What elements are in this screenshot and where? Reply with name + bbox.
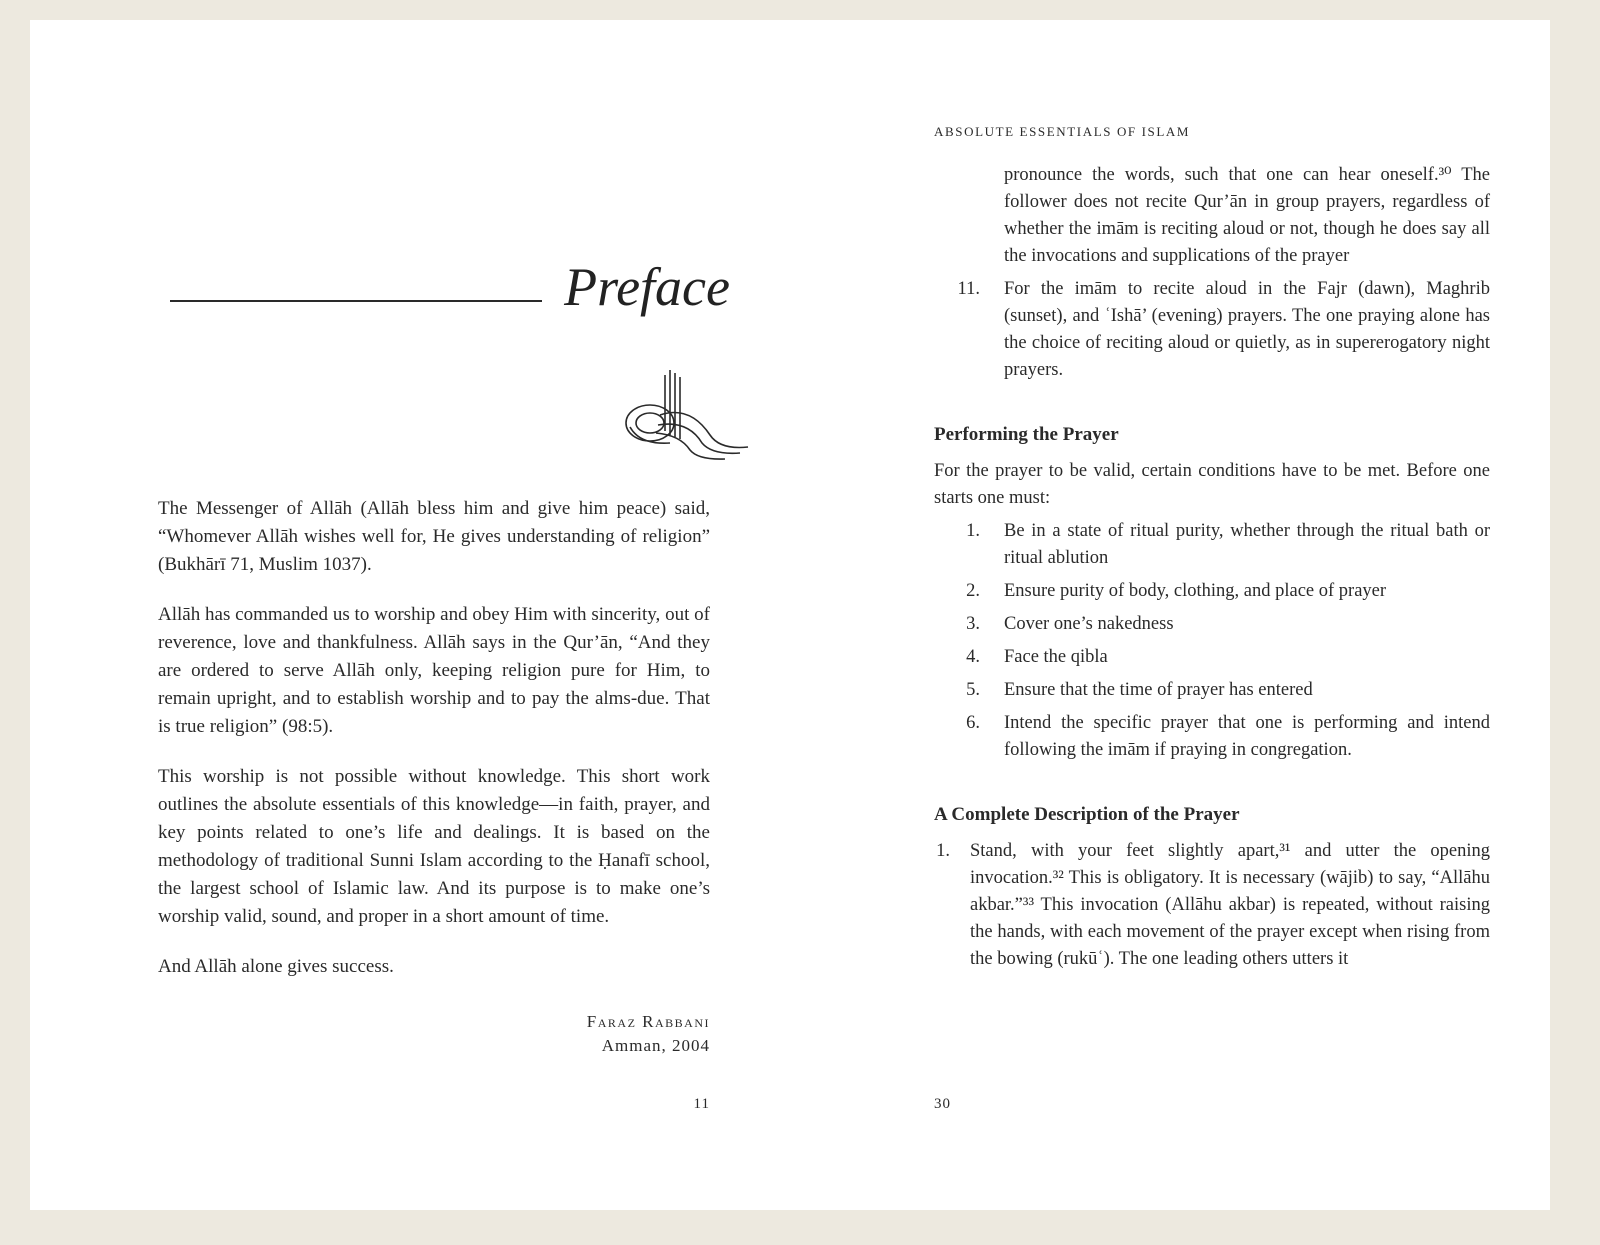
- author-name: Faraz Rabbani: [586, 1012, 710, 1031]
- item-number: 6.: [966, 713, 980, 733]
- item-number: 4.: [966, 647, 980, 667]
- page-number: 30: [934, 1096, 951, 1112]
- tughra-calligraphy-icon: [620, 365, 750, 475]
- signature-block: [587, 1010, 710, 1058]
- item-number: 3.: [966, 614, 980, 634]
- paragraph: This worship is not possible without knowledge. This short work outlines the absolute essentials of this knowledge—in faith, prayer, and key points related to one’s life and dealings. It is based on the methodology of traditional Sunni Islam according to the Ḥanafī school, the largest school of Islamic law. And its purpose is to make one’s worship valid, sound, and proper in a short amount of time.: [158, 766, 710, 927]
- item-text: Face the qibla: [1004, 647, 1108, 667]
- list-item: [934, 644, 1490, 671]
- item-text: Ensure purity of body, clothing, and place of prayer: [1004, 581, 1387, 601]
- item-text: Intend the specific prayer that one is performing and intend following the imām if praying in congregation.: [1004, 713, 1490, 760]
- section-heading: A Complete Description of the Prayer: [934, 804, 1240, 825]
- item-text: Be in a state of ritual purity, whether through the ritual bath or ritual ablution: [1004, 521, 1490, 568]
- page-number: 11: [693, 1096, 710, 1112]
- item-text: Cover one’s nakedness: [1004, 614, 1174, 634]
- item-text: Stand, with your feet slightly apart,³¹ and utter the opening invocation.³² This is obligatory. It is necessary (wājib) to say, “Allāhu akbar.”³³ This invocation (Allāhu akbar) is repeated, without raising the hands, with each movement of the prayer except when rising from the bowing (rukūʿ). The one leading others utters it: [970, 841, 1490, 969]
- paragraph: And Allāh alone gives success.: [158, 956, 394, 977]
- paragraph: The Messenger of Allāh (Allāh bless him and give him peace) said, “Whomever Allāh wishes well for, He gives understanding of religion” (Bukhārī 71, Muslim 1037).: [158, 498, 710, 575]
- continued-text: pronounce the words, such that one can hear oneself.³⁰ The follower does not recite Qur’ān in group prayers, regardless of whether the imām is reciting aloud or not, though he does say all the invocations and supplications of the prayer: [1004, 165, 1490, 266]
- list-item: [934, 710, 1490, 764]
- item-number: 1.: [966, 521, 980, 541]
- conditions-list: [934, 518, 1490, 764]
- item-number: 5.: [966, 680, 980, 700]
- signature-place: Amman, 2004: [601, 1036, 710, 1055]
- item-text: For the imām to recite aloud in the Fajr (dawn), Maghrib (sunset), and ʿIshā’ (evening) prayers. The one praying alone has the choice of reciting aloud or quietly, as in supererogatory night prayers.: [1004, 279, 1490, 380]
- list-item: [934, 838, 1490, 973]
- item-number: 2.: [966, 581, 980, 601]
- running-head: ABSOLUTE ESSENTIALS OF ISLAM: [934, 124, 1191, 139]
- page-title: Preface: [564, 257, 730, 317]
- right-page-body: [934, 162, 1490, 973]
- title-row: [170, 257, 730, 340]
- right-page: [930, 20, 1490, 1210]
- item-text: Ensure that the time of prayer has entered: [1004, 680, 1313, 700]
- list-item: [934, 518, 1490, 572]
- item-number: 11.: [957, 279, 980, 299]
- page-spread-paper: [30, 20, 1550, 1210]
- list-item: [934, 276, 1490, 384]
- preface-body: [158, 495, 710, 1003]
- numbered-list: [934, 276, 1490, 384]
- section-intro: For the prayer to be valid, certain conditions have to be met. Before one starts one must:: [934, 461, 1490, 508]
- item-number: 1.: [936, 841, 950, 861]
- list-item: [934, 578, 1490, 605]
- paragraph: Allāh has commanded us to worship and obey Him with sincerity, out of reverence, love and thankfulness. Allāh says in the Qur’ān, “And they are ordered to serve Allāh only, keeping religion pure for Him, to remain upright, and to establish worship and to pay the alms-due. That is true religion” (98:5).: [158, 604, 710, 737]
- steps-list: [934, 838, 1490, 973]
- left-page: [150, 20, 730, 1210]
- list-item: [934, 611, 1490, 638]
- title-rule: [170, 300, 542, 302]
- list-item: [934, 677, 1490, 704]
- section-heading: Performing the Prayer: [934, 424, 1119, 445]
